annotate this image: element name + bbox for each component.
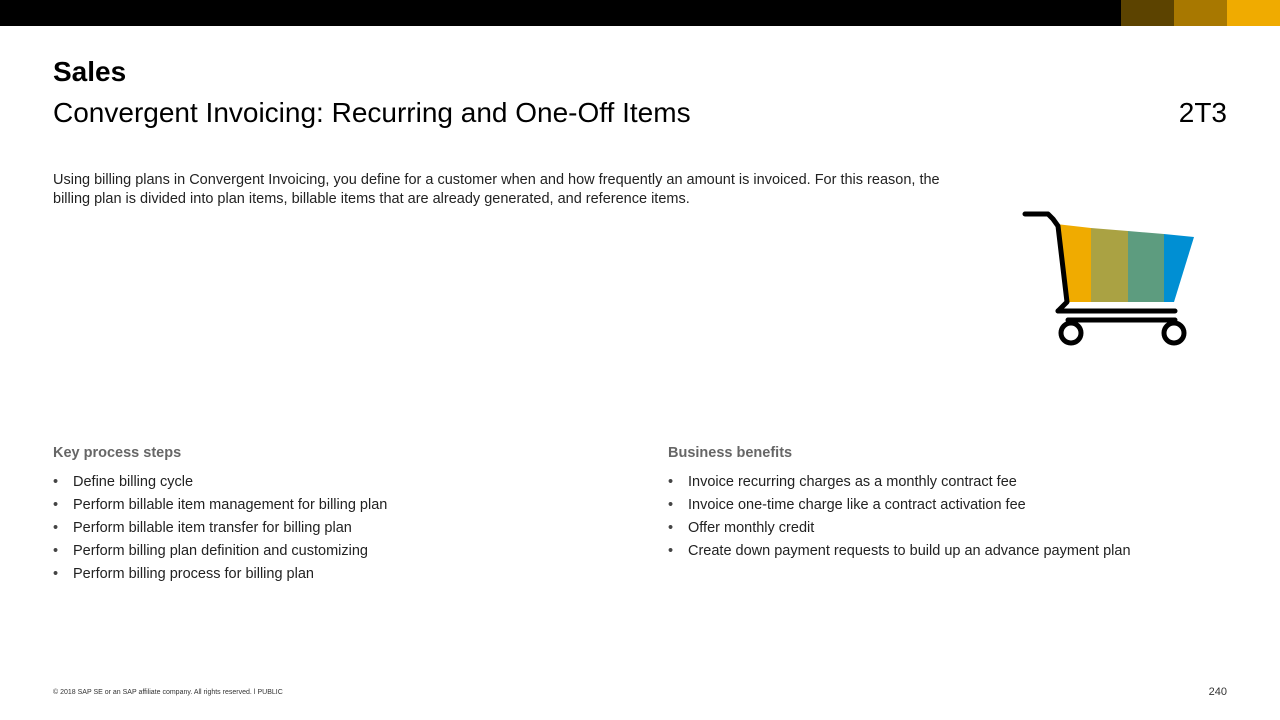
cart-handle [1025, 214, 1067, 311]
section-title: Sales [53, 56, 127, 87]
list-item: • Perform billable item transfer for billing plan [53, 517, 623, 540]
list-item: • Perform billing process for billing plan [53, 563, 623, 586]
accent-swatch-3 [1227, 0, 1280, 26]
list-item: • Perform billing plan definition and customizing [53, 540, 623, 563]
key-steps-heading: Key process steps [53, 445, 182, 461]
benefits-heading: Business benefits [668, 445, 793, 461]
key-steps-column [53, 444, 623, 586]
list-item: • Perform billable item management for billing plan [53, 494, 623, 517]
list-item: • Offer monthly credit [668, 517, 1238, 540]
cart-stripe-2 [1091, 228, 1128, 302]
top-bar [0, 0, 1280, 26]
list-item: • Create down payment requests to build up an advance payment plan [668, 540, 1238, 563]
benefits-column [668, 444, 1238, 563]
shopping-cart-icon [1018, 205, 1203, 355]
cart-wheel-right [1164, 323, 1184, 343]
cart-stripe-4 [1164, 234, 1194, 302]
copyright-footer: © 2018 SAP SE or an SAP affiliate company. All rights reserved. ǀ PUBLIC [53, 689, 283, 696]
list-item: • Define billing cycle [53, 471, 623, 494]
accent-swatch-2 [1174, 0, 1227, 26]
page-number: 240 [1208, 686, 1227, 698]
accent-swatch-1 [1121, 0, 1174, 26]
benefits-list [668, 471, 1238, 563]
list-item: • Invoice recurring charges as a monthly contract fee [668, 471, 1238, 494]
cart-wheel-left [1061, 323, 1081, 343]
slide-code: 2T3 [1178, 97, 1227, 128]
list-item: • Invoice one-time charge like a contract activation fee [668, 494, 1238, 517]
key-steps-list [53, 471, 623, 586]
intro-paragraph: Using billing plans in Convergent Invoicing, you define for a customer when and how frequently an amount is invoiced. For this reason, the billing plan is divided into plan items, billable items that are already generated, and reference items. [53, 172, 940, 207]
cart-stripe-3 [1128, 231, 1164, 302]
slide-title: Convergent Invoicing: Recurring and One-Off Items [53, 97, 691, 128]
